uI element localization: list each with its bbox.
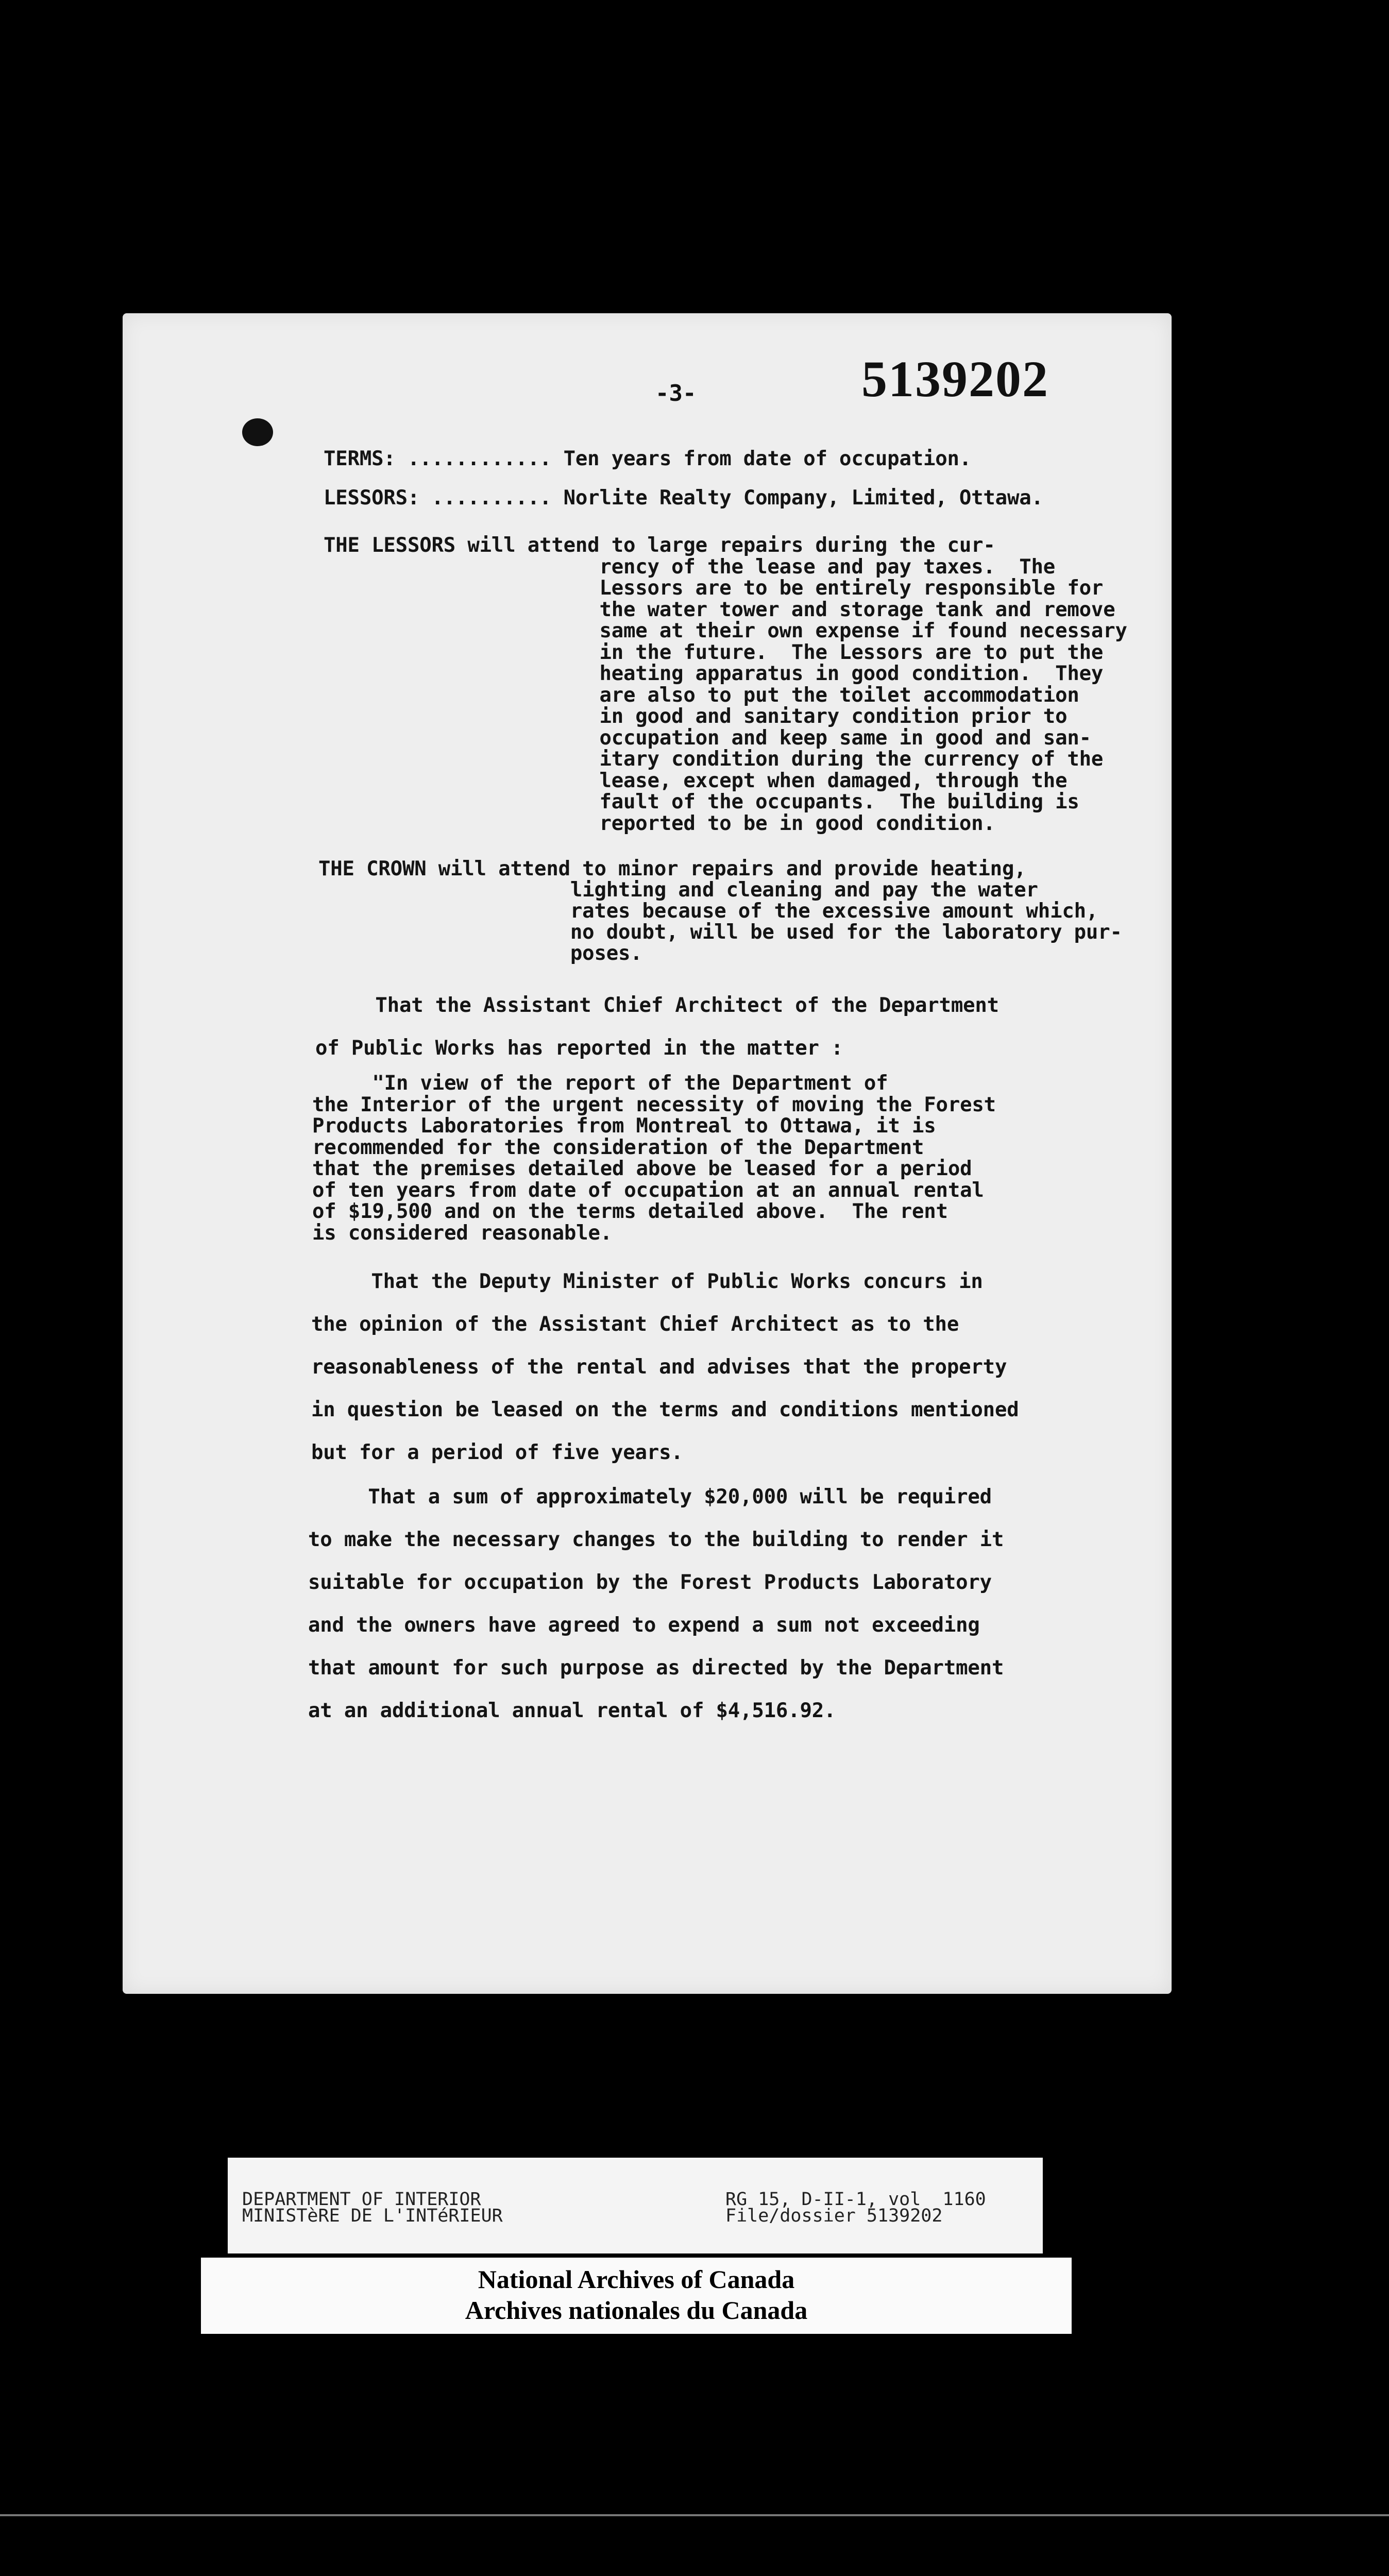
department-en: DEPARTMENT OF INTERIOR xyxy=(242,2189,481,2210)
sum-paragraph: That a sum of approximately $20,000 will be required to make the necessary changes to the building to render it suitable for occupation by the Forest Products Laboratory and the owners have agreed to expend a sum not exceeding that amount for such purpose as directed by the Department at an additional annual rental of $4,516.92. xyxy=(308,1485,1004,1722)
architect-intro: That the Assistant Chief Architect of the Department of Public Works has reported in the matter : xyxy=(315,994,999,1060)
page-number: -3- xyxy=(655,380,697,406)
crown-paragraph: THE CROWN will attend to minor repairs and provide heating, lighting and cleaning and pay the water rates because of the excessive amount which, no doubt, will be used for the laboratory pur- poses. xyxy=(318,857,1122,965)
architect-quote: "In view of the report of the Department of the Interior of the urgent necessity of moving the Forest Products Laboratories from Montreal to Ottawa, it is recommended for the consideration of the Department that the premises detailed above be leased for a period of ten years from date of occupation at an annual rental of $19,500 and on the terms detailed above. The rent is considered reasonable. xyxy=(312,1072,996,1245)
archives-footer xyxy=(201,2258,1072,2334)
archive-reference-label xyxy=(228,2158,1043,2253)
department-fr: MINISTèRE DE L'INTéRIEUR xyxy=(242,2206,503,2226)
lessors-line: LESSORS: .......... Norlite Realty Company, Limited, Ottawa. xyxy=(324,486,1043,510)
file-ref: File/dossier 5139202 xyxy=(725,2206,943,2226)
deputy-minister-paragraph: That the Deputy Minister of Public Works concurs in the opinion of the Assistant Chief Architect as to the reasonableness of the rental and advises that the property in question be leased on the terms and conditions mentioned but for a period of five years. xyxy=(311,1270,1019,1464)
lessors-paragraph: THE LESSORS will attend to large repairs during the cur- rency of the lease and pay taxes. The Lessors are to be entirely responsible for the water tower and storage tank and remove same at their own expense if found necessary in the future. The Lessors are to put the heating apparatus in good condition. They are also to put the toilet accommodation in good and sanitary condition prior to occupation and keep same in good and san- itary condition during the currency of the lease, except when damaged, through the fault of the occupants. The building is reported to be in good condition. xyxy=(324,534,1127,835)
record-group-ref: RG 15, D-II-1, vol 1160 xyxy=(725,2189,986,2210)
archives-name-en: National Archives of Canada xyxy=(478,2265,795,2294)
terms-line: TERMS: ............ Ten years from date of occupation. xyxy=(324,447,972,470)
film-edge-line xyxy=(0,2514,1389,2516)
archives-name-fr: Archives nationales du Canada xyxy=(465,2296,808,2325)
punch-hole xyxy=(242,418,273,446)
document-number: 5139202 xyxy=(861,350,1049,408)
